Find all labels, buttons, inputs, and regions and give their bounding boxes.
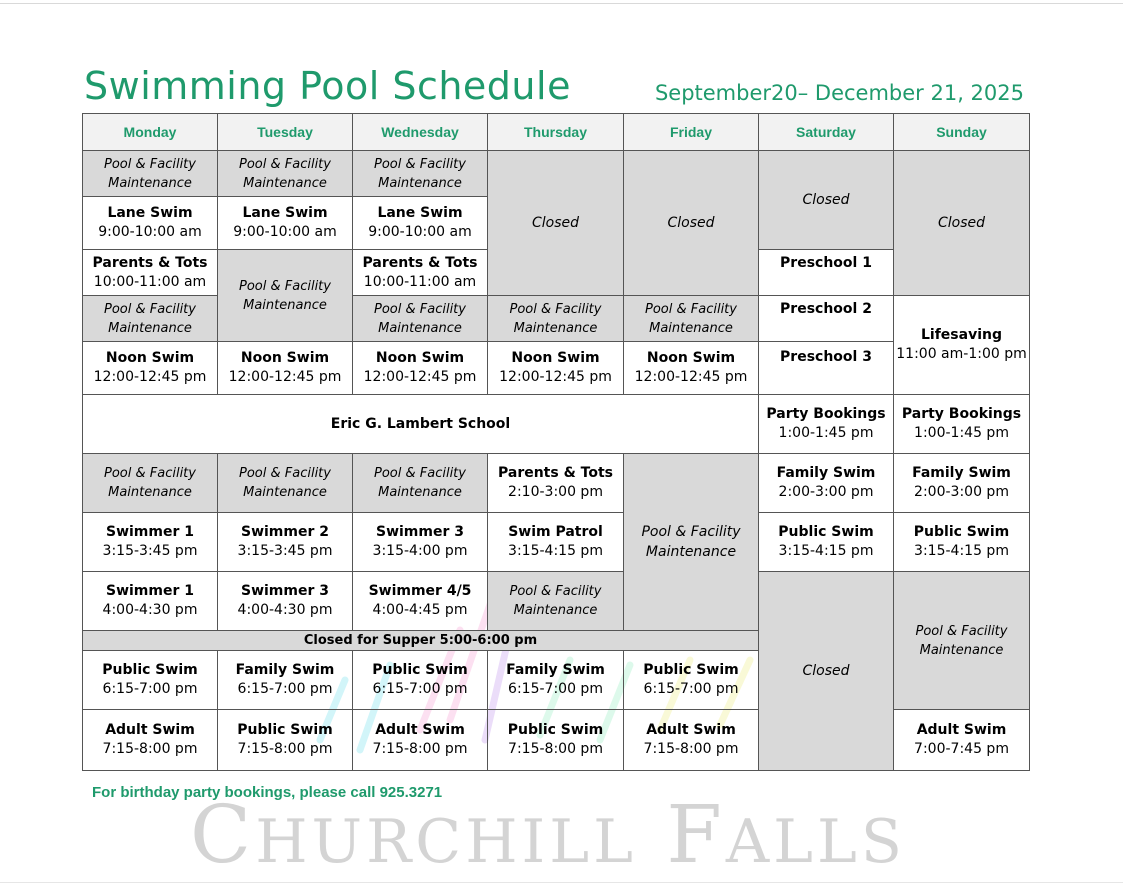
header-friday: Friday: [624, 114, 759, 151]
tuesday-swimmer-a: Swimmer 2 3:15-3:45 pm: [218, 513, 353, 572]
tuesday-maintenance-3: Pool & Facility Maintenance: [218, 454, 353, 513]
saturday-public-swim: Public Swim 3:15-4:15 pm: [759, 513, 894, 572]
tuesday-maintenance-2: Pool & Facility Maintenance: [218, 250, 353, 342]
tuesday-maintenance-1: Pool & Facility Maintenance: [218, 151, 353, 197]
monday-maintenance-3: Pool & Facility Maintenance: [83, 454, 218, 513]
wednesday-swimmer-b: Swimmer 4/5 4:00-4:45 pm: [353, 572, 488, 631]
saturday-preschool-1: Preschool 1: [759, 250, 894, 296]
wednesday-evening-2: Adult Swim 7:15-8:00 pm: [353, 710, 488, 771]
friday-maintenance-1: Pool & Facility Maintenance: [624, 296, 759, 342]
sunday-public-swim: Public Swim 3:15-4:15 pm: [894, 513, 1030, 572]
eric-g-lambert-school: Eric G. Lambert School: [83, 395, 759, 454]
sunday-party-bookings: Party Bookings 1:00-1:45 pm: [894, 395, 1030, 454]
wednesday-maintenance-2: Pool & Facility Maintenance: [353, 296, 488, 342]
thursday-evening-1: Family Swim 6:15-7:00 pm: [488, 651, 624, 710]
sunday-maintenance: Pool & Facility Maintenance: [894, 572, 1030, 710]
tuesday-swimmer-b: Swimmer 3 4:00-4:30 pm: [218, 572, 353, 631]
header-sunday: Sunday: [894, 114, 1030, 151]
sunday-family-swim: Family Swim 2:00-3:00 pm: [894, 454, 1030, 513]
thursday-evening-2: Public Swim 7:15-8:00 pm: [488, 710, 624, 771]
saturday-preschool-3: Preschool 3: [759, 342, 894, 395]
wednesday-lane-swim: Lane Swim 9:00-10:00 am: [353, 197, 488, 250]
wednesday-maintenance-1: Pool & Facility Maintenance: [353, 151, 488, 197]
monday-evening-2: Adult Swim 7:15-8:00 pm: [83, 710, 218, 771]
monday-swimmer-b: Swimmer 1 4:00-4:30 pm: [83, 572, 218, 631]
supper-closed-band: Closed for Supper 5:00-6:00 pm: [83, 631, 759, 651]
monday-noon-swim: Noon Swim 12:00-12:45 pm: [83, 342, 218, 395]
monday-maintenance-1: Pool & Facility Maintenance: [83, 151, 218, 197]
header-tuesday: Tuesday: [218, 114, 353, 151]
friday-evening-2: Adult Swim 7:15-8:00 pm: [624, 710, 759, 771]
wednesday-swimmer-a: Swimmer 3 3:15-4:00 pm: [353, 513, 488, 572]
churchill-falls-logo: CHURCHILL FALLS: [190, 788, 906, 881]
friday-closed: Closed: [624, 151, 759, 296]
monday-maintenance-2: Pool & Facility Maintenance: [83, 296, 218, 342]
header-monday: Monday: [83, 114, 218, 151]
page-title: Swimming Pool Schedule: [84, 64, 571, 108]
thursday-closed: Closed: [488, 151, 624, 296]
monday-parents-tots: Parents & Tots 10:00-11:00 am: [83, 250, 218, 296]
tuesday-noon-swim: Noon Swim 12:00-12:45 pm: [218, 342, 353, 395]
wednesday-parents-tots: Parents & Tots 10:00-11:00 am: [353, 250, 488, 296]
tuesday-evening-1: Family Swim 6:15-7:00 pm: [218, 651, 353, 710]
friday-evening-1: Public Swim 6:15-7:00 pm: [624, 651, 759, 710]
monday-lane-swim: Lane Swim 9:00-10:00 am: [83, 197, 218, 250]
wednesday-maintenance-3: Pool & Facility Maintenance: [353, 454, 488, 513]
saturday-party-bookings: Party Bookings 1:00-1:45 pm: [759, 395, 894, 454]
header-wednesday: Wednesday: [353, 114, 488, 151]
thursday-maintenance-1: Pool & Facility Maintenance: [488, 296, 624, 342]
header-saturday: Saturday: [759, 114, 894, 151]
saturday-closed-evening: Closed: [759, 572, 894, 771]
monday-swimmer-a: Swimmer 1 3:15-3:45 pm: [83, 513, 218, 572]
thursday-maintenance-2: Pool & Facility Maintenance: [488, 572, 624, 631]
bottom-divider: [0, 882, 1123, 883]
saturday-family-swim: Family Swim 2:00-3:00 pm: [759, 454, 894, 513]
schedule-table: [82, 113, 1030, 771]
wednesday-evening-1: Public Swim 6:15-7:00 pm: [353, 651, 488, 710]
top-divider: [0, 3, 1123, 4]
saturday-preschool-2: Preschool 2: [759, 296, 894, 342]
birthday-booking-note: For birthday party bookings, please call 925.3271: [92, 784, 443, 801]
sunday-lifesaving: Lifesaving 11:00 am-1:00 pm: [894, 296, 1030, 395]
thursday-swim-patrol: Swim Patrol 3:15-4:15 pm: [488, 513, 624, 572]
sunday-adult-swim: Adult Swim 7:00-7:45 pm: [894, 710, 1030, 771]
sunday-closed-morning: Closed: [894, 151, 1030, 296]
saturday-closed-morning: Closed: [759, 151, 894, 250]
date-range: September20– December 21, 2025: [654, 81, 1024, 105]
wednesday-noon-swim: Noon Swim 12:00-12:45 pm: [353, 342, 488, 395]
thursday-noon-swim: Noon Swim 12:00-12:45 pm: [488, 342, 624, 395]
tuesday-evening-2: Public Swim 7:15-8:00 pm: [218, 710, 353, 771]
thursday-parents-tots: Parents & Tots 2:10-3:00 pm: [488, 454, 624, 513]
monday-evening-1: Public Swim 6:15-7:00 pm: [83, 651, 218, 710]
header-thursday: Thursday: [488, 114, 624, 151]
friday-noon-swim: Noon Swim 12:00-12:45 pm: [624, 342, 759, 395]
friday-maintenance-2: Pool & Facility Maintenance: [624, 454, 759, 631]
tuesday-lane-swim: Lane Swim 9:00-10:00 am: [218, 197, 353, 250]
